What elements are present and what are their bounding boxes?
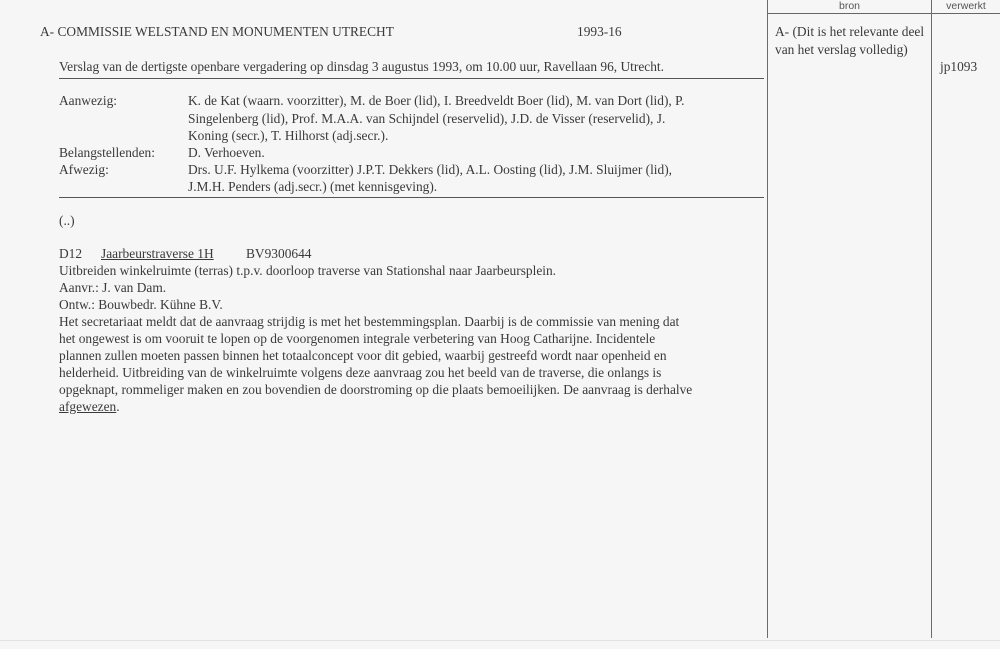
meeting-subtitle: Verslag van de dertigste openbare vergadering op dinsdag 3 augustus 1993, om 10.00 uur, Ravellaan 96, Utrecht. [59, 59, 664, 74]
body-line-2: het ongewest is om vooruit te lopen op de voorgenomen integrale verbetering van Hoog Catharijne. Incidentele [59, 331, 656, 346]
present-line-2: Singelenberg (lid), Prof. M.A.A. van Schijndel (reservelid), J.D. de Visser (reservelid), J. [188, 111, 666, 126]
body-line-5: opgeknapt, rommeliger maken en zou bovendien de doorstroming op die plaats bemoeilijken. De aanvraag is derhalve [59, 382, 693, 397]
column-divider-left [767, 0, 768, 638]
body-line-3: plannen zullen moeten passen binnen het totaalconcept voor dit gebied, waarbij gestreefd wordt naar openheid en [59, 348, 667, 363]
absent-line-1: Drs. U.F. Hylkema (voorzitter) J.P.T. Dekkers (lid), A.L. Oosting (lid), J.M. Sluijmer (lid), [188, 162, 673, 177]
verwerkt-text: jp1093 [940, 59, 978, 74]
column-divider-right [931, 0, 932, 638]
bron-text: A- (Dit is het relevante deel van het verslag volledig) [775, 24, 925, 57]
absent-label: Afwezig: [59, 162, 109, 177]
header-rule [59, 78, 764, 79]
decision-line [59, 398, 120, 416]
document-number: 1993-16 [577, 24, 622, 39]
absent-line-2: J.M.H. Penders (adj.secr.) (met kennisgeving). [188, 179, 438, 194]
item-location: Jaarbeurstraverse 1H [101, 246, 214, 261]
item-applicant: Aanvr.: J. van Dam. [59, 280, 167, 295]
decision-suffix: . [116, 399, 120, 414]
ellipsis-marker: (..) [59, 213, 75, 228]
item-code: D12 [59, 246, 83, 261]
present-label: Aanwezig: [59, 93, 118, 108]
column-header-divider [767, 13, 1000, 14]
present-line-1: K. de Kat (waarn. voorzitter), M. de Boer (lid), I. Breedveldt Boer (lid), M. van Dort (lid), P. [188, 93, 685, 108]
document-title: A- COMMISSIE WELSTAND EN MONUMENTEN UTRECHT [40, 24, 394, 39]
body-line-4: helderheid. Uitbreiding van de winkelruimte volgens deze aanvraag zou het beeld van de traverse, die onlangs is [59, 365, 662, 380]
stakeholders-label: Belangstellenden: [59, 145, 155, 160]
item-reference: BV9300644 [246, 246, 312, 261]
scan-edge [0, 640, 1000, 641]
item-description: Uitbreiden winkelruimte (terras) t.p.v. doorloop traverse van Stationshal naar Jaarbeursplein. [59, 263, 557, 278]
body-line-1: Het secretariaat meldt dat de aanvraag strijdig is met het bestemmingsplan. Daarbij is de commissie van mening dat [59, 314, 680, 329]
stakeholders-value: D. Verhoeven. [188, 145, 265, 160]
present-line-3: Koning (secr.), T. Hilhorst (adj.secr.). [188, 128, 389, 143]
column-header-bron: bron [838, 0, 860, 12]
attendance-rule [59, 197, 764, 198]
column-header-verwerkt: verwerkt [946, 0, 986, 12]
item-designer: Ontw.: Bouwbedr. Kühne B.V. [59, 297, 223, 312]
decision-text: afgewezen [59, 399, 117, 414]
